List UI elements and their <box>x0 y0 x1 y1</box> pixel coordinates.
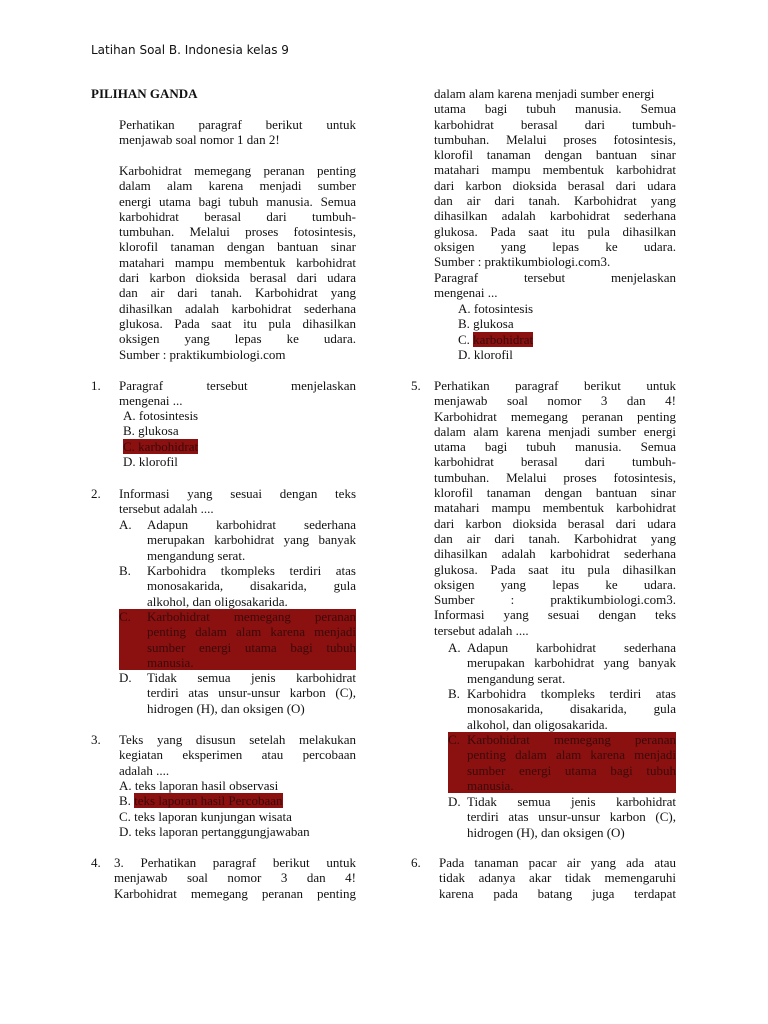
paragraph-line: oksigen yang lepas ke udara. <box>119 331 356 347</box>
option-c-highlighted[interactable] <box>123 439 198 454</box>
option-text: glukosa <box>473 316 514 332</box>
paragraph-line: glukosa. Pada saat itu pula dihasilkan <box>119 315 356 331</box>
option-letter: B. <box>448 686 460 701</box>
question-number: 3. <box>91 732 101 747</box>
option-line: terdiri atas unsur-unsur karbon (C), <box>147 685 356 701</box>
paragraph-line: dari karbon dioksida berasal dari udara <box>434 177 676 193</box>
stem-line: mengenai ... <box>119 393 183 409</box>
option-b[interactable] <box>467 686 676 732</box>
stem-line: matahari mampu membentuk karbohidrat <box>434 500 676 516</box>
option-b[interactable] <box>123 423 198 438</box>
paragraph-line: dan air dari tanah. Karbohidrat yang <box>434 193 676 209</box>
option-letter: B. <box>458 316 470 332</box>
option-letter: D. <box>458 346 471 362</box>
stem-line: mengenai ... <box>434 284 498 300</box>
option-line: alkohol, dan oligosakarida. <box>467 716 608 732</box>
option-text: karbohidrat <box>138 438 199 454</box>
option-line: alkohol, dan oligosakarida. <box>147 593 288 609</box>
option-text: karbohidrat <box>473 331 534 347</box>
option-line: hidrogen (H), dan oksigen (O) <box>467 824 625 840</box>
intro-instruction-line: Perhatikan paragraf berikut untuk <box>119 117 356 132</box>
q1-options <box>123 408 198 469</box>
option-letter: C. <box>119 609 131 624</box>
question-number: 5. <box>411 378 421 393</box>
option-line: mengandung serat. <box>147 547 246 563</box>
stem-line: Paragraf tersebut menjelaskan <box>119 378 356 393</box>
option-letter: D. <box>448 794 461 809</box>
option-letter: A. <box>119 778 132 793</box>
option-line: penting dalam alam karena menjadi <box>147 624 356 640</box>
option-line: Tidak semua jenis karbohidrat <box>147 670 356 685</box>
option-letter: D. <box>123 453 136 469</box>
source-line: Sumber : praktikumbiologi.com <box>119 346 286 362</box>
paragraph-line: utama bagi tubuh manusia. Semua <box>434 101 676 117</box>
stem-line: menjawab soal nomor 3 dan 4! <box>434 393 676 409</box>
option-a[interactable] <box>458 301 533 316</box>
option-line: Tidak semua jenis karbohidrat <box>467 794 676 809</box>
paragraph-line: dalam alam karena menjadi sumber energi <box>434 86 655 101</box>
intro-instruction <box>119 117 356 148</box>
option-a[interactable] <box>119 778 310 793</box>
option-b[interactable] <box>458 316 533 331</box>
option-line: penting dalam alam karena menjadi <box>467 747 676 763</box>
paragraph-line: dihasilkan adalah karbohidrat sederhana <box>119 300 356 316</box>
stem-line: Karbohidrat memegang peranan penting <box>434 408 676 424</box>
option-line: sumber energi utama bagi tubuh <box>147 639 356 655</box>
stem-line: kegiatan eksperimen atau percobaan <box>119 747 356 763</box>
option-d[interactable] <box>147 670 356 716</box>
stem-line: Informasi yang sesuai dengan teks <box>119 486 356 501</box>
option-text: teks laporan pertanggungjawaban <box>134 823 310 839</box>
option-letter: A. <box>119 517 132 532</box>
stem-line: dalam alam karena menjadi sumber energi <box>434 423 676 439</box>
question-number: 1. <box>91 378 101 393</box>
document-header-title: Latihan Soal B. Indonesia kelas 9 <box>91 43 289 57</box>
option-line: Adapun karbohidrat sederhana <box>467 640 676 655</box>
option-letter: B. <box>119 563 131 578</box>
option-line: sumber energi utama bagi tubuh <box>467 762 676 778</box>
option-letter: A. <box>458 301 471 316</box>
option-d[interactable] <box>467 794 676 840</box>
option-d[interactable] <box>119 824 310 839</box>
question-stem <box>119 378 356 409</box>
option-text: teks laporan hasil observasi <box>134 778 279 793</box>
paragraph-line: glukosa. Pada saat itu pula dihasilkan <box>434 223 676 239</box>
option-line: Karbohidrat memegang peranan <box>147 609 356 624</box>
paragraph-line: Karbohidrat memegang peranan penting <box>119 163 356 178</box>
paragraph-line: karbohidrat berasal dari tumbuh- <box>119 208 356 224</box>
option-line: manusia. <box>147 654 194 670</box>
intro-paragraph <box>119 163 356 362</box>
stem-line: karena pada batang juga terdapat <box>439 885 676 901</box>
option-letter: D. <box>119 823 132 839</box>
option-letter: D. <box>119 670 132 685</box>
option-line: manusia. <box>467 777 514 793</box>
stem-line: Perhatikan paragraf berikut untuk <box>434 378 676 393</box>
paragraph-line: energi utama bagi tubuh manusia. Semua <box>119 193 356 209</box>
question-stem <box>119 732 356 778</box>
option-b[interactable] <box>147 563 356 609</box>
question-number: 6. <box>411 855 421 870</box>
q3-options <box>119 778 310 839</box>
option-text: klorofil <box>138 453 178 469</box>
option-line: monosakarida, disakarida, gula <box>147 578 356 594</box>
option-line: Karbohidrat memegang peranan <box>467 732 676 747</box>
stem-line: Paragraf tersebut menjelaskan <box>434 269 676 285</box>
option-text: fotosintesis <box>473 301 534 316</box>
stem-line: menjawab soal nomor 3 dan 4! <box>114 870 356 886</box>
option-line: mengandung serat. <box>467 670 566 686</box>
option-letter: B. <box>119 793 131 809</box>
option-a[interactable] <box>123 408 198 423</box>
stem-line: tersebut adalah .... <box>119 501 214 517</box>
question-number: 4. <box>91 855 101 870</box>
stem-line: karbohidrat berasal dari tumbuh- <box>434 454 676 470</box>
paragraph-line: oksigen yang lepas ke udara. <box>434 238 676 254</box>
stem-line: Teks yang disusun setelah melakukan <box>119 732 356 747</box>
question-number: 2. <box>91 486 101 501</box>
option-text: teks laporan hasil Percobaan <box>134 793 283 809</box>
stem-line: Pada tanaman pacar air yang ada atau <box>439 855 676 870</box>
option-c-highlighted[interactable] <box>458 332 533 347</box>
option-line: Karbohidra tkompleks terdiri atas <box>467 686 676 701</box>
option-text: glukosa <box>138 423 179 439</box>
option-letter: A. <box>448 640 461 655</box>
source-line: Sumber : praktikumbiologi.com3. <box>434 254 611 270</box>
paragraph-line: karbohidrat berasal dari tumbuh- <box>434 116 676 132</box>
paragraph-line: matahari mampu membentuk karbohidrat <box>119 254 356 270</box>
option-line: merupakan karbohidrat yang banyak <box>147 532 356 548</box>
stem-line: Informasi yang sesuai dengan teks <box>434 607 676 623</box>
option-b-highlighted[interactable] <box>119 793 310 808</box>
stem-line: tidak adanya akar tidak memengaruhi <box>439 870 676 886</box>
stem-line: adalah .... <box>119 762 170 778</box>
option-line: terdiri atas unsur-unsur karbon (C), <box>467 809 676 825</box>
section-title: PILIHAN GANDA <box>91 86 198 101</box>
option-text: klorofil <box>473 346 513 362</box>
paragraph-line: tumbuhan. Melalui proses fotosintesis, <box>434 131 676 147</box>
continued-paragraph <box>434 86 676 300</box>
stem-line: Sumber : praktikumbiologi.com3. <box>434 592 676 608</box>
stem-line: glukosa. Pada saat itu pula dihasilkan <box>434 561 676 577</box>
paragraph-line: dalam alam karena menjadi sumber <box>119 178 356 194</box>
paragraph-line: dari karbon dioksida berasal dari udara <box>119 270 356 286</box>
stem-line: dihasilkan adalah karbohidrat sederhana <box>434 546 676 562</box>
stem-line: tersebut adalah .... <box>434 622 529 638</box>
option-a[interactable] <box>467 640 676 686</box>
option-a[interactable] <box>147 517 356 563</box>
option-d[interactable] <box>123 454 198 469</box>
question-stem <box>439 855 676 901</box>
option-letter: B. <box>123 423 135 439</box>
option-text: fotosintesis <box>138 408 199 423</box>
question-stem <box>114 855 356 901</box>
intro-instruction-line: menjawab soal nomor 1 dan 2! <box>119 132 280 148</box>
option-c[interactable] <box>119 809 310 824</box>
question-stem <box>119 486 356 517</box>
stem-line: dari karbon dioksida berasal dari udara <box>434 515 676 531</box>
option-letter: C. <box>123 438 135 454</box>
option-line: merupakan karbohidrat yang banyak <box>467 655 676 671</box>
paragraph-line: dihasilkan adalah karbohidrat sederhana <box>434 208 676 224</box>
option-letter: C. <box>119 808 131 824</box>
stem-line: Karbohidrat memegang peranan penting <box>114 885 356 901</box>
option-c-highlighted[interactable] <box>467 732 676 793</box>
option-line: monosakarida, disakarida, gula <box>467 701 676 717</box>
stem-line: klorofil tanaman dengan bantuan sinar <box>434 485 676 501</box>
paragraph-line: tumbuhan. Melalui proses fotosintesis, <box>119 224 356 240</box>
option-line: hidrogen (H), dan oksigen (O) <box>147 700 305 716</box>
paragraph-line: matahari mampu membentuk karbohidrat <box>434 162 676 178</box>
paragraph-line: klorofil tanaman dengan bantuan sinar <box>119 239 356 255</box>
option-line: Adapun karbohidrat sederhana <box>147 517 356 532</box>
stem-line: 3. Perhatikan paragraf berikut untuk <box>114 855 356 870</box>
paragraph-line: klorofil tanaman dengan bantuan sinar <box>434 147 676 163</box>
option-text: teks laporan kunjungan wisata <box>134 808 292 824</box>
option-d[interactable] <box>458 347 533 362</box>
question-stem <box>434 378 676 638</box>
right-top-options <box>458 301 533 362</box>
stem-line: dan air dari tanah. Karbohidrat yang <box>434 530 676 546</box>
option-line: Karbohidra tkompleks terdiri atas <box>147 563 356 578</box>
option-c-highlighted[interactable] <box>147 609 356 670</box>
option-letter: C. <box>448 732 460 747</box>
option-letter: C. <box>458 331 470 347</box>
stem-line: utama bagi tubuh manusia. Semua <box>434 439 676 455</box>
stem-line: tumbuhan. Melalui proses fotosintesis, <box>434 469 676 485</box>
stem-line: oksigen yang lepas ke udara. <box>434 576 676 592</box>
option-letter: A. <box>123 408 136 423</box>
paragraph-line: dan air dari tanah. Karbohidrat yang <box>119 285 356 301</box>
